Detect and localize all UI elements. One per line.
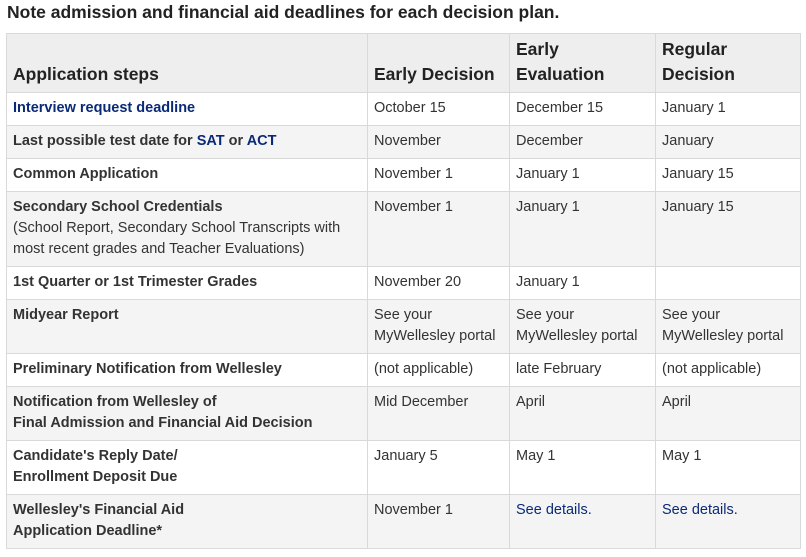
early-decision-cell: November 1 — [368, 159, 510, 192]
step-label: Last possible test date for — [13, 133, 197, 149]
early-decision-cell: Mid December — [368, 387, 510, 441]
step-cell — [7, 441, 368, 495]
step-label-line2: Application Deadline* — [13, 523, 163, 539]
step-label-line2: Enrollment Deposit Due — [13, 469, 178, 485]
header-regular-decision: Regular Decision — [656, 34, 801, 93]
table-row — [7, 387, 801, 441]
step-label: Secondary School Credentials — [13, 199, 223, 215]
early-evaluation-cell: May 1 — [510, 441, 656, 495]
early-evaluation-cell: December 15 — [510, 93, 656, 126]
table-row — [7, 192, 801, 267]
early-evaluation-cell: January 1 — [510, 267, 656, 300]
step-label-or: or — [224, 133, 247, 149]
step-cell: Common Application — [7, 159, 368, 192]
step-label-line2: Final Admission and Financial Aid Decision — [13, 415, 313, 431]
early-decision-cell: January 5 — [368, 441, 510, 495]
step-sublabel: (School Report, Secondary School Transcripts with most recent grades and Teacher Evaluations) — [13, 220, 341, 257]
table-row — [7, 93, 801, 126]
see-details-link[interactable]: See details. — [662, 502, 738, 518]
early-evaluation-cell — [510, 495, 656, 549]
step-cell: Preliminary Notification from Wellesley — [7, 354, 368, 387]
header-application-steps: Application steps — [7, 34, 368, 93]
page-intro-heading: Note admission and financial aid deadlines for each decision plan. — [7, 2, 560, 22]
step-cell — [7, 192, 368, 267]
regular-decision-cell — [656, 267, 801, 300]
early-decision-cell: November 1 — [368, 495, 510, 549]
regular-decision-cell: April — [656, 387, 801, 441]
header-early-evaluation: Early Evaluation — [510, 34, 656, 93]
early-evaluation-cell: See your MyWellesley portal — [510, 300, 656, 354]
step-cell — [7, 495, 368, 549]
early-decision-cell: November — [368, 126, 510, 159]
table-header-row — [7, 34, 801, 93]
table-row — [7, 300, 801, 354]
table-row — [7, 495, 801, 549]
deadlines-table — [6, 33, 801, 549]
early-evaluation-cell: December — [510, 126, 656, 159]
table-row — [7, 354, 801, 387]
step-label-line1: Candidate's Reply Date/ — [13, 448, 178, 464]
step-cell: 1st Quarter or 1st Trimester Grades — [7, 267, 368, 300]
table-row — [7, 441, 801, 495]
interview-request-link[interactable]: Interview request deadline — [13, 100, 196, 116]
header-early-decision: Early Decision — [368, 34, 510, 93]
early-decision-cell: October 15 — [368, 93, 510, 126]
early-decision-cell: (not applicable) — [368, 354, 510, 387]
early-evaluation-cell: January 1 — [510, 192, 656, 267]
sat-link[interactable]: SAT — [196, 133, 225, 149]
regular-decision-cell: (not applicable) — [656, 354, 801, 387]
step-label-line1: Wellesley's Financial Aid — [13, 502, 185, 518]
step-cell: Midyear Report — [7, 300, 368, 354]
step-cell — [7, 126, 368, 159]
regular-decision-cell: May 1 — [656, 441, 801, 495]
early-decision-cell: November 1 — [368, 192, 510, 267]
act-link[interactable]: ACT — [246, 133, 277, 149]
step-cell — [7, 387, 368, 441]
regular-decision-cell: January — [656, 126, 801, 159]
regular-decision-cell — [656, 495, 801, 549]
step-cell — [7, 93, 368, 126]
early-evaluation-cell: April — [510, 387, 656, 441]
table-row — [7, 267, 801, 300]
early-evaluation-cell: January 1 — [510, 159, 656, 192]
early-decision-cell: November 20 — [368, 267, 510, 300]
regular-decision-cell: January 15 — [656, 192, 801, 267]
early-decision-cell: See your MyWellesley portal — [368, 300, 510, 354]
see-details-link[interactable]: See details. — [516, 502, 592, 518]
regular-decision-cell: January 1 — [656, 93, 801, 126]
early-evaluation-cell: late February — [510, 354, 656, 387]
table-row — [7, 159, 801, 192]
regular-decision-cell: See your MyWellesley portal — [656, 300, 801, 354]
table-row — [7, 126, 801, 159]
step-label-line1: Notification from Wellesley of — [13, 394, 217, 410]
regular-decision-cell: January 15 — [656, 159, 801, 192]
